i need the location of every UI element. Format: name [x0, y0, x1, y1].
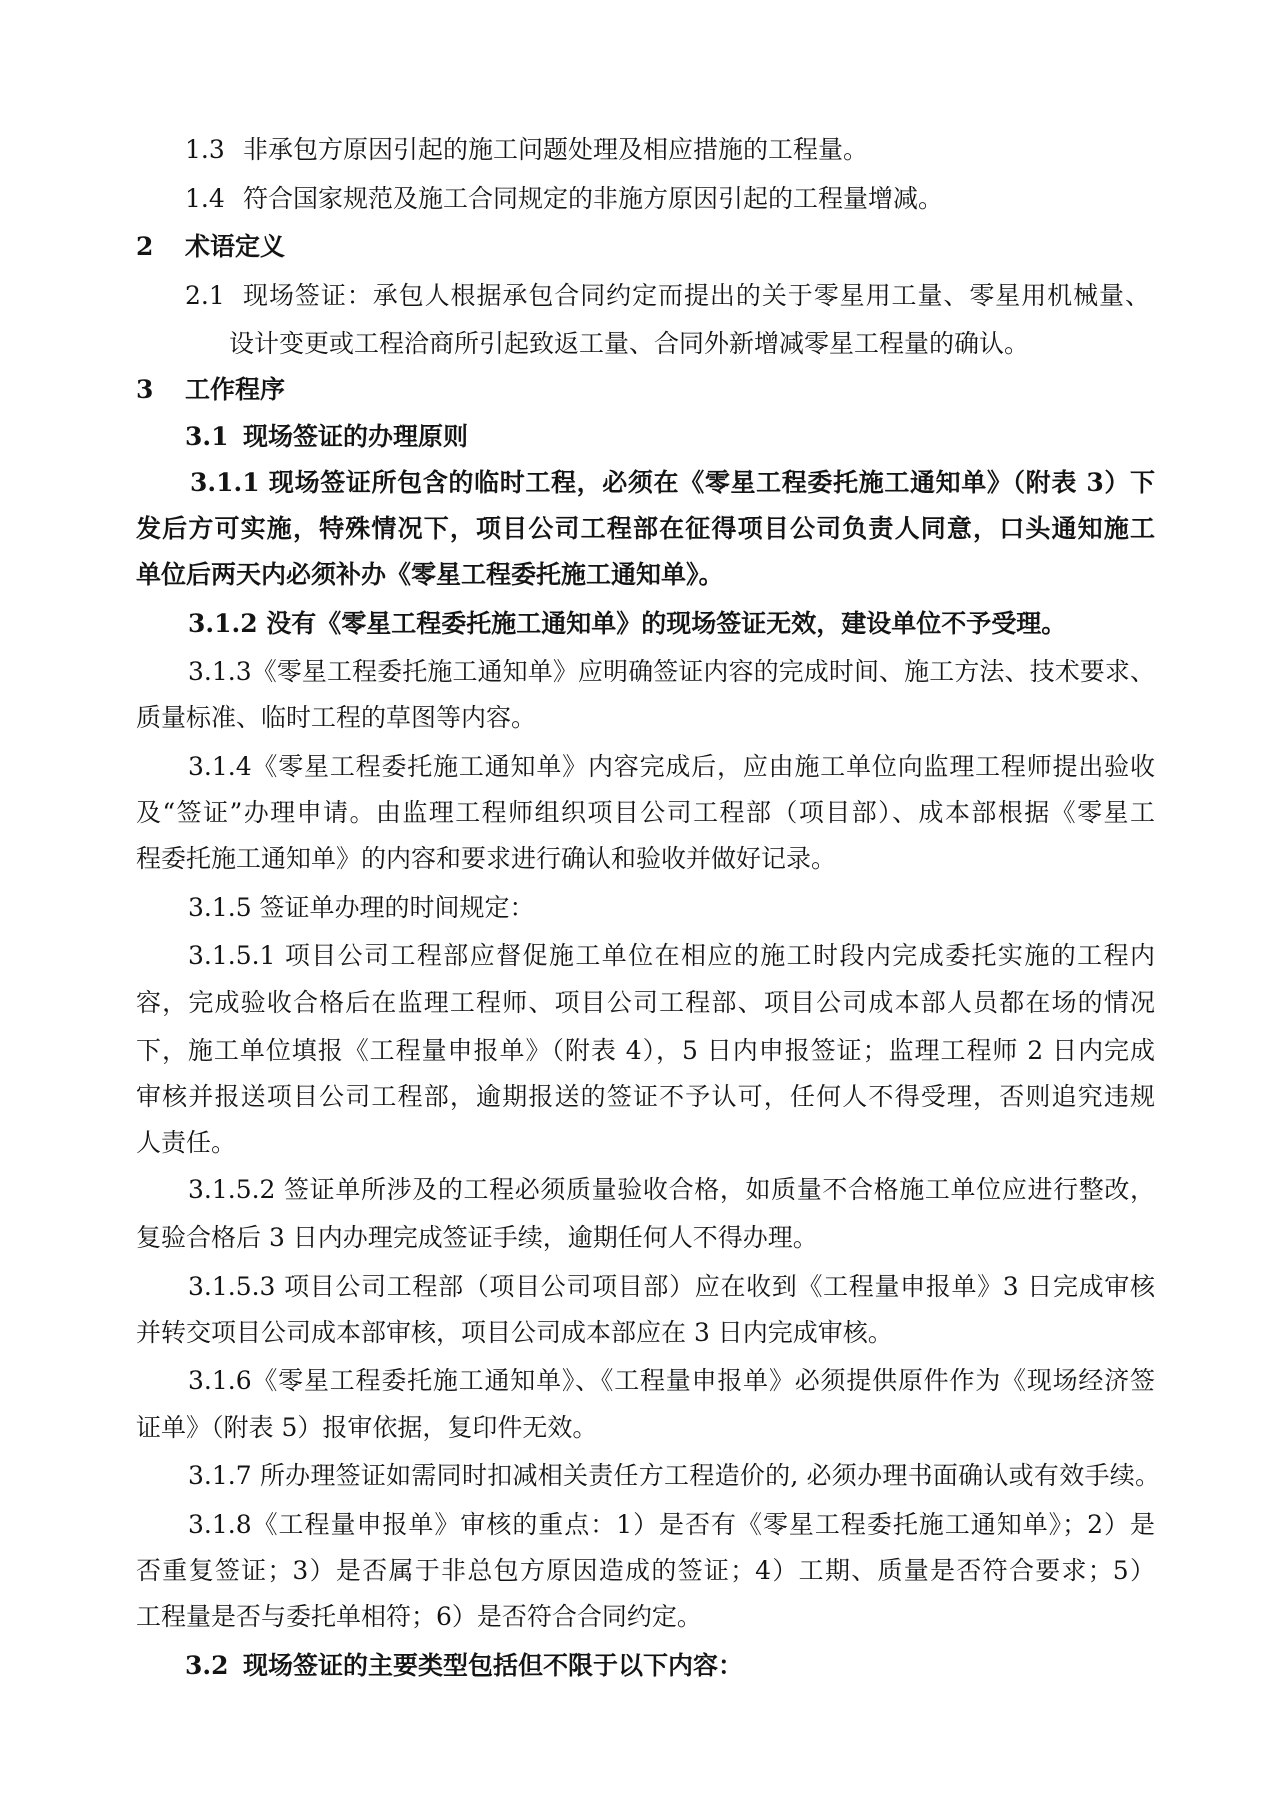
paragraph-3-1-5-1-line: 人责任。	[136, 1128, 237, 1157]
subsection-title: 现场签证的主要类型包括但不限于以下内容：	[243, 1651, 744, 1680]
paragraph-3-1-6-line: 证单》（附表 5）报审依据，复印件无效。	[136, 1413, 598, 1442]
paragraph-3-1-3-line: 质量标准、临时工程的草图等内容。	[136, 703, 537, 732]
paragraph-3-1-5-2-line: 3.1.5.2 签证单所涉及的工程必须质量验收合格，如质量不合格施工单位应进行整改，	[188, 1175, 1155, 1204]
paragraph-3-1-8-line: 工程量是否与委托单相符；6）是否符合合同约定。	[136, 1602, 702, 1631]
clause-number: 1.3	[185, 135, 225, 164]
paragraph-3-1-5-1-line: 审核并报送项目公司工程部，逾期报送的签证不予认可，任何人不得受理，否则追究违规	[136, 1082, 1155, 1111]
section-3-heading	[0, 373, 1280, 407]
paragraph-3-1-4-line: 3.1.4《零星工程委托施工通知单》内容完成后，应由施工单位向监理工程师提出验收	[188, 752, 1155, 781]
paragraph-3-1-8-line: 否重复签证；3）是否属于非总包方原因造成的签证；4）工期、质量是否符合要求；5）	[136, 1556, 1155, 1585]
subsection-number: 3.2	[185, 1651, 229, 1680]
paragraph-3-1-4-line: 程委托施工通知单》的内容和要求进行确认和验收并做好记录。	[136, 844, 837, 873]
clause-text: 符合国家规范及施工合同规定的非施方原因引起的工程量增减。	[243, 184, 944, 213]
paragraph-3-1-5-line: 3.1.5 签证单办理的时间规定：	[188, 893, 535, 922]
section-2-heading	[0, 230, 1280, 264]
clause-number: 1.4	[185, 184, 225, 213]
section-number: 2	[136, 232, 154, 261]
paragraph-3-1-7-line: 3.1.7 所办理签证如需同时扣减相关责任方工程造价的, 必须办理书面确认或有效手续。	[188, 1461, 1160, 1490]
subsection-title: 现场签证的办理原则	[243, 422, 469, 451]
paragraph-3-1-5-1-line: 下，施工单位填报《工程量申报单》（附表 4），5 日内申报签证；监理工程师 2 日内完成	[136, 1036, 1155, 1065]
section-title: 工作程序	[185, 375, 286, 404]
paragraph-3-1-5-2-line: 复验合格后 3 日内办理完成签证手续，逾期任何人不得办理。	[136, 1223, 818, 1252]
paragraph-3-1-5-1-line: 3.1.5.1 项目公司工程部应督促施工单位在相应的施工时段内完成委托实施的工程内	[188, 941, 1155, 970]
clause-1-3	[0, 133, 1280, 167]
section-title: 术语定义	[185, 232, 286, 261]
paragraph-3-1-5-3-line: 3.1.5.3 项目公司工程部（项目公司项目部）应在收到《工程量申报单》3 日完成审核	[188, 1272, 1155, 1301]
section-number: 3	[136, 375, 154, 404]
paragraph-3-1-2-line: 3.1.2 没有《零星工程委托施工通知单》的现场签证无效，建设单位不予受理。	[188, 609, 1067, 638]
clause-2-1	[0, 279, 1280, 313]
subsection-number: 3.1	[185, 422, 229, 451]
paragraph-3-1-1-line: 发后方可实施，特殊情况下，项目公司工程部在征得项目公司负责人同意，口头通知施工	[136, 514, 1155, 543]
paragraph-3-1-3-line: 3.1.3《零星工程委托施工通知单》应明确签证内容的完成时间、施工方法、技术要求、	[188, 657, 1155, 686]
paragraph-3-1-8-line: 3.1.8《工程量申报单》审核的重点：1）是否有《零星工程委托施工通知单》；2）是	[188, 1510, 1155, 1539]
paragraph-3-1-4-line: 及“签证”办理申请。由监理工程师组织项目公司工程部（项目部）、成本部根据《零星工	[136, 798, 1155, 827]
paragraph-3-1-6-line: 3.1.6《零星工程委托施工通知单》、《工程量申报单》必须提供原件作为《现场经济签	[188, 1366, 1155, 1395]
subsection-3-2-heading	[0, 1649, 1280, 1683]
clause-text: 现场签证：承包人根据承包合同约定而提出的关于零星用工量、零星用机械量、	[243, 281, 1150, 310]
clause-1-4	[0, 182, 1280, 216]
clause-number: 2.1	[185, 281, 225, 310]
paragraph-3-1-1-line: 单位后两天内必须补办《零星工程委托施工通知单》。	[136, 560, 724, 589]
clause-text: 非承包方原因引起的施工问题处理及相应措施的工程量。	[243, 135, 869, 164]
clause-2-1-continuation: 设计变更或工程洽商所引起致返工量、合同外新增减零星工程量的确认。	[229, 329, 1030, 358]
paragraph-3-1-1-line: 3.1.1 现场签证所包含的临时工程，必须在《零星工程委托施工通知单》（附表 3）下	[190, 468, 1155, 497]
paragraph-3-1-5-1-line: 容，完成验收合格后在监理工程师、项目公司工程部、项目公司成本部人员都在场的情况	[136, 988, 1155, 1017]
subsection-3-1-heading	[0, 420, 1280, 454]
paragraph-3-1-5-3-line: 并转交项目公司成本部审核，项目公司成本部应在 3 日内完成审核。	[136, 1318, 893, 1347]
